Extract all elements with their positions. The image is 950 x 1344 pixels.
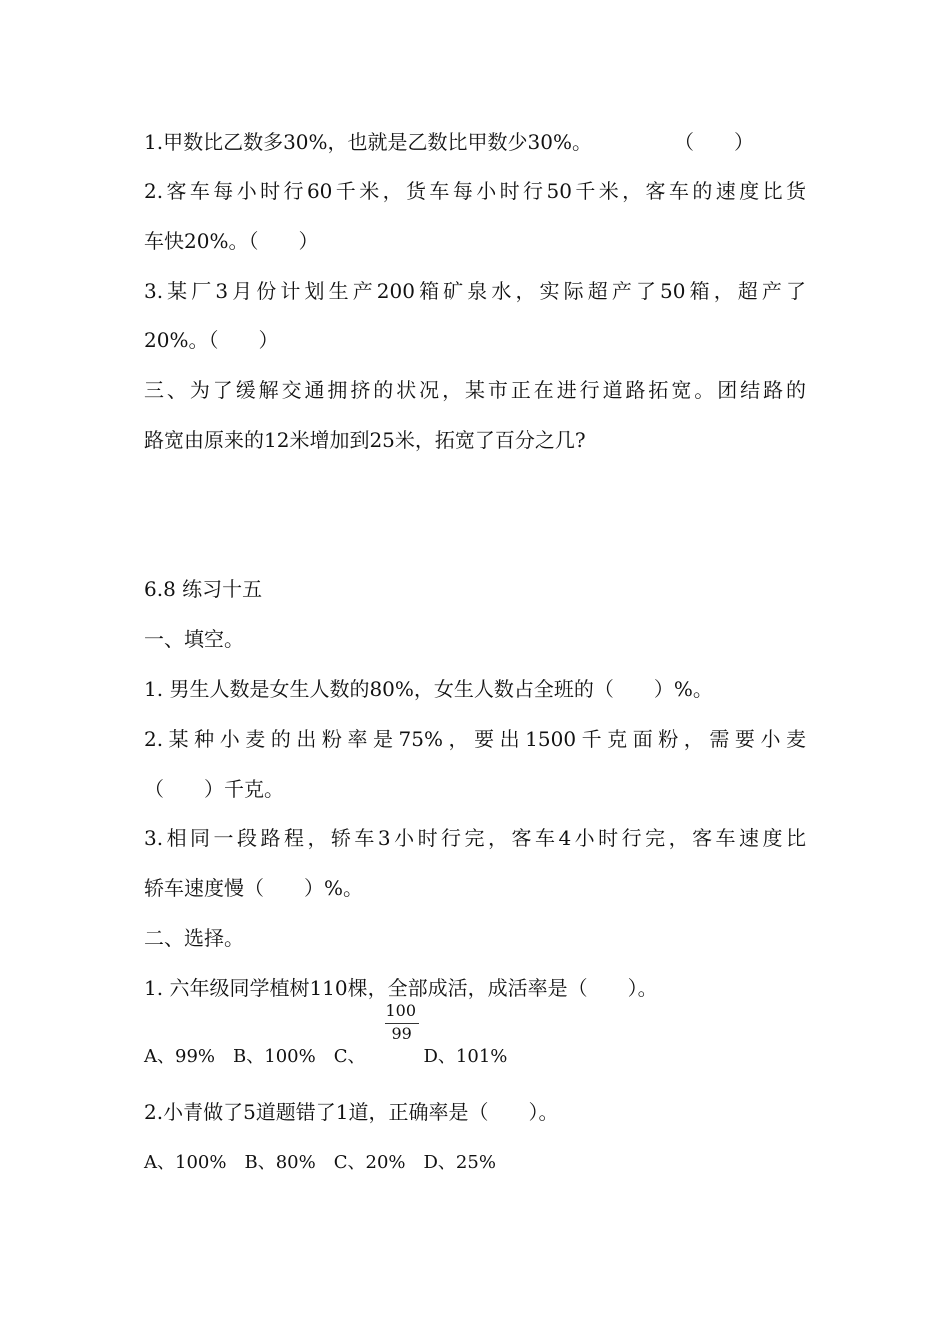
fill-blank-question-2-line-1: 2.某种小麦的出粉率是75%，要出1500千克面粉，需要小麦 [144,727,806,751]
option-c-label: C、 [333,1046,366,1067]
fraction-numerator: 100 [385,1001,417,1020]
word-problem-line-1: 三、为了缓解交通拥挤的状况，某市正在进行道路拓宽。团结路的 [144,378,806,402]
choice-heading: 二、选择。 [144,926,244,950]
judgement-question-3-line-2: 20%。（ ） [144,328,279,352]
option-c-fraction [365,1001,417,1062]
fill-blank-question-3-line-1: 3.相同一段路程，轿车3小时行完，客车4小时行完，客车速度比 [144,826,806,850]
judgement-question-3-line-1: 3.某厂3月份计划生产200箱矿泉水，实际超产了50箱，超产了 [144,279,806,303]
choice-question-1: 1. 六年级同学植树110棵，全部成活，成活率是（ ）。 [144,976,658,1000]
judgement-question-2-line-2: 车快20%。（ ） [144,229,319,253]
option-a: A、99% [144,1046,216,1067]
fill-blank-question-1: 1. 男生人数是女生人数的80%，女生人数占全班的（ ）%。 [144,677,713,701]
option-b: B、80% [244,1152,316,1173]
option-d: D、101% [423,1046,508,1067]
option-d: D、25% [423,1152,496,1173]
judgement-question-2-line-1: 2.客车每小时行60千米，货车每小时行50千米，客车的速度比货 [144,179,806,203]
judgement-question-1-text: 1.甲数比乙数多30%，也就是乙数比甲数少30%。 [144,130,592,154]
fill-blank-heading: 一、填空。 [144,627,244,651]
judgement-question-1 [144,128,754,156]
option-c: C、20% [333,1152,406,1173]
choice-question-1-options [144,1001,525,1070]
fill-blank-question-2-line-2: （ ）千克。 [144,777,284,801]
option-b: B、100% [233,1046,316,1067]
section-title: 6.8 练习十五 [144,577,263,601]
word-problem-line-2: 路宽由原来的12米增加到25米，拓宽了百分之几? [144,428,586,452]
option-a: A、100% [144,1152,227,1173]
choice-question-2: 2.小青做了5道题错了1道，正确率是（ ）。 [144,1100,559,1124]
fill-blank-question-3-line-2: 轿车速度慢（ ）%。 [144,876,364,900]
fraction-denominator: 99 [391,1024,412,1043]
choice-question-2-options [144,1150,514,1176]
judgement-question-1-answer-blank: （ ） [674,130,754,154]
